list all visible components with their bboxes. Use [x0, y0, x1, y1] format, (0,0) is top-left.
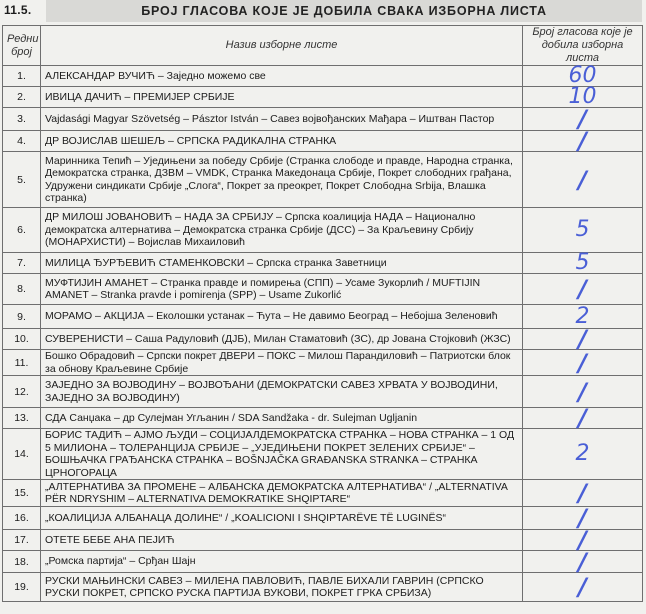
table-row [3, 329, 643, 350]
list-name: БОРИС ТАДИЋ – АЈМО ЉУДИ – СОЦИЈАЛДЕМОКРАТСКА СТРАНКА – НОВА СТРАНКА – 1 ОД 5 МИЛИОНА – ТОЛЕРАНЦИЈА СРБИЈЕ – „УЈЕДИЊЕНИ ПОКРЕТ ЗЕЛЕНИХ СРБИЈЕ“ – БОШЊАЧКА ГРАЂАНСКА СТРАНКА – BOŠNJAČKA GRAĐANSKA STRANKA – СТРАНКА ЦРНОГОРАЦА [41, 429, 523, 480]
list-name: „КОАЛИЦИЈА АЛБАНАЦА ДОЛИНЕ“ / „KOALICIONI I SHQIPTARËVE TË LUGINËS“ [41, 507, 523, 530]
row-number: 1. [3, 66, 41, 87]
column-header-number: Редни број [3, 26, 41, 66]
table-row [3, 131, 643, 152]
row-number: 6. [3, 208, 41, 253]
list-name: „Ромска партија“ – Срђан Шајн [41, 551, 523, 573]
table-row [3, 152, 643, 208]
list-name: МИЛИЦА ЂУРЂЕВИЋ СТАМЕНКОВСКИ – Српска странка Заветници [41, 253, 523, 274]
list-name: Vajdasági Magyar Szövetség – Pásztor István – Савез војвођанских Мађара – Иштван Пастор [41, 108, 523, 131]
row-number: 9. [3, 305, 41, 329]
list-name: ЗАЈЕДНО ЗА ВОЈВОДИНУ – ВОЈВОЂАНИ (ДЕМОКРАТСКИ САВЕЗ ХРВАТА У ВОЈВОДИНИ, ЗАЈЕДНО ЗА ВОЈВОДИНУ) [41, 376, 523, 408]
table-header-row [3, 26, 643, 66]
vote-count: / [523, 131, 643, 152]
row-number: 16. [3, 507, 41, 530]
list-name: Бошко Обрадовић – Српски покрет ДВЕРИ – ПОКС – Милош Парандиловић – Патриотски блок за обнову Краљевине Србије [41, 350, 523, 376]
vote-count: / [523, 507, 643, 530]
vote-count: / [523, 274, 643, 305]
page-title: БРОЈ ГЛАСОВА КОЈЕ ЈЕ ДОБИЛА СВАКА ИЗБОРНА ЛИСТА [46, 0, 642, 22]
row-number: 12. [3, 376, 41, 408]
list-name: „АЛТЕРНАТИВА ЗА ПРОМЕНЕ – АЛБАНСКА ДЕМОКРАТСКА АЛТЕРНАТИВА“ / „ALTERNATIVA PËR NDRYSHIM – ALTERNATIVA DEMOKRATIKE SHQIPTARE“ [41, 480, 523, 507]
row-number: 14. [3, 429, 41, 480]
list-name: РУСКИ МАЊИНСКИ САВЕЗ – МИЛЕНА ПАВЛОВИЋ, ПАВЛЕ БИХАЛИ ГАВРИН (СРПСКО РУСКИ ПОКРЕТ, СРПСКО РУСКА ПАРТИЈА ВУКОВИ, ПОКРЕТ ГРКА СРБИЗА) [41, 573, 523, 602]
list-name: МОРАМО – АКЦИЈА – Еколошки устанак – Ћута – Не давимо Београд – Небојша Зеленовић [41, 305, 523, 329]
row-number: 2. [3, 87, 41, 108]
section-number: 11.5. [4, 3, 32, 17]
table-row [3, 305, 643, 329]
vote-count: 10 [523, 87, 643, 108]
table-row [3, 208, 643, 253]
list-name: АЛЕКСАНДАР ВУЧИЋ – Заједно можемо све [41, 66, 523, 87]
row-number: 11. [3, 350, 41, 376]
list-name: МУФТИЈИН АМАНЕТ – Странка правде и помирења (СПП) – Усаме Зукорлић / MUFTIJIN AMANET – Stranka pravde i pomirenja (SPP) – Usame Zukorlić [41, 274, 523, 305]
table-row [3, 87, 643, 108]
vote-count: / [523, 480, 643, 507]
list-name: СДА Санџака – др Сулејман Угљанин / SDA Sandžaka - dr. Sulejman Ugljanin [41, 408, 523, 429]
list-name: СУВЕРЕНИСТИ – Саша Радуловић (ДЈБ), Милан Стаматовић (ЗС), др Јована Стојковић (ЖЗС) [41, 329, 523, 350]
vote-count: / [523, 376, 643, 408]
table-row [3, 507, 643, 530]
column-header-name: Назив изборне листе [41, 26, 523, 66]
votes-table [2, 25, 643, 602]
row-number: 4. [3, 131, 41, 152]
vote-count: / [523, 108, 643, 131]
vote-count: 5 [523, 253, 643, 274]
row-number: 3. [3, 108, 41, 131]
row-number: 10. [3, 329, 41, 350]
table-row [3, 350, 643, 376]
table-row [3, 408, 643, 429]
row-number: 17. [3, 530, 41, 551]
vote-count: / [523, 350, 643, 376]
vote-count: / [523, 408, 643, 429]
row-number: 8. [3, 274, 41, 305]
vote-count: 60 [523, 66, 643, 87]
column-header-votes: Број гласова које је добила изборна листа [523, 26, 643, 66]
list-name: ОТЕТЕ БЕБЕ АНА ПЕЈИЋ [41, 530, 523, 551]
vote-count: / [523, 551, 643, 573]
row-number: 15. [3, 480, 41, 507]
vote-count: / [523, 573, 643, 602]
row-number: 18. [3, 551, 41, 573]
table-row [3, 274, 643, 305]
table-row [3, 480, 643, 507]
vote-count: / [523, 152, 643, 208]
vote-count: / [523, 329, 643, 350]
list-name: ДР МИЛОШ ЈОВАНОВИЋ – НАДА ЗА СРБИЈУ – Српска коалиција НАДА – Национално демократска алтернатива – Демократска странка Србије (ДСС) – За Краљевину Србију (МОНАРХИСТИ) – Војислав Михаиловић [41, 208, 523, 253]
table-row [3, 108, 643, 131]
table-row [3, 429, 643, 480]
table-row [3, 573, 643, 602]
table-row [3, 66, 643, 87]
row-number: 13. [3, 408, 41, 429]
table-row [3, 530, 643, 551]
row-number: 19. [3, 573, 41, 602]
table-row [3, 253, 643, 274]
vote-count: 2 [523, 429, 643, 480]
list-name: ДР ВОЈИСЛАВ ШЕШЕЉ – СРПСКА РАДИКАЛНА СТРАНКА [41, 131, 523, 152]
table-row [3, 376, 643, 408]
vote-count: 5 [523, 208, 643, 253]
row-number: 5. [3, 152, 41, 208]
list-name: ИВИЦА ДАЧИЋ – ПРЕМИЈЕР СРБИЈЕ [41, 87, 523, 108]
row-number: 7. [3, 253, 41, 274]
vote-count: / [523, 530, 643, 551]
table-row [3, 551, 643, 573]
list-name: Маринника Тепић – Уједињени за победу Србије (Странка слободе и правде, Народна странка, Демократска странка, ДЗВМ – VMDK, Странка Македонаца Србије, Покрет слободних грађана, Удружени синдикати Србије „Слога“, Покрет за преокрет, Покрет Слободна Srbija, Влашка странка) [41, 152, 523, 208]
vote-count: 2 [523, 305, 643, 329]
